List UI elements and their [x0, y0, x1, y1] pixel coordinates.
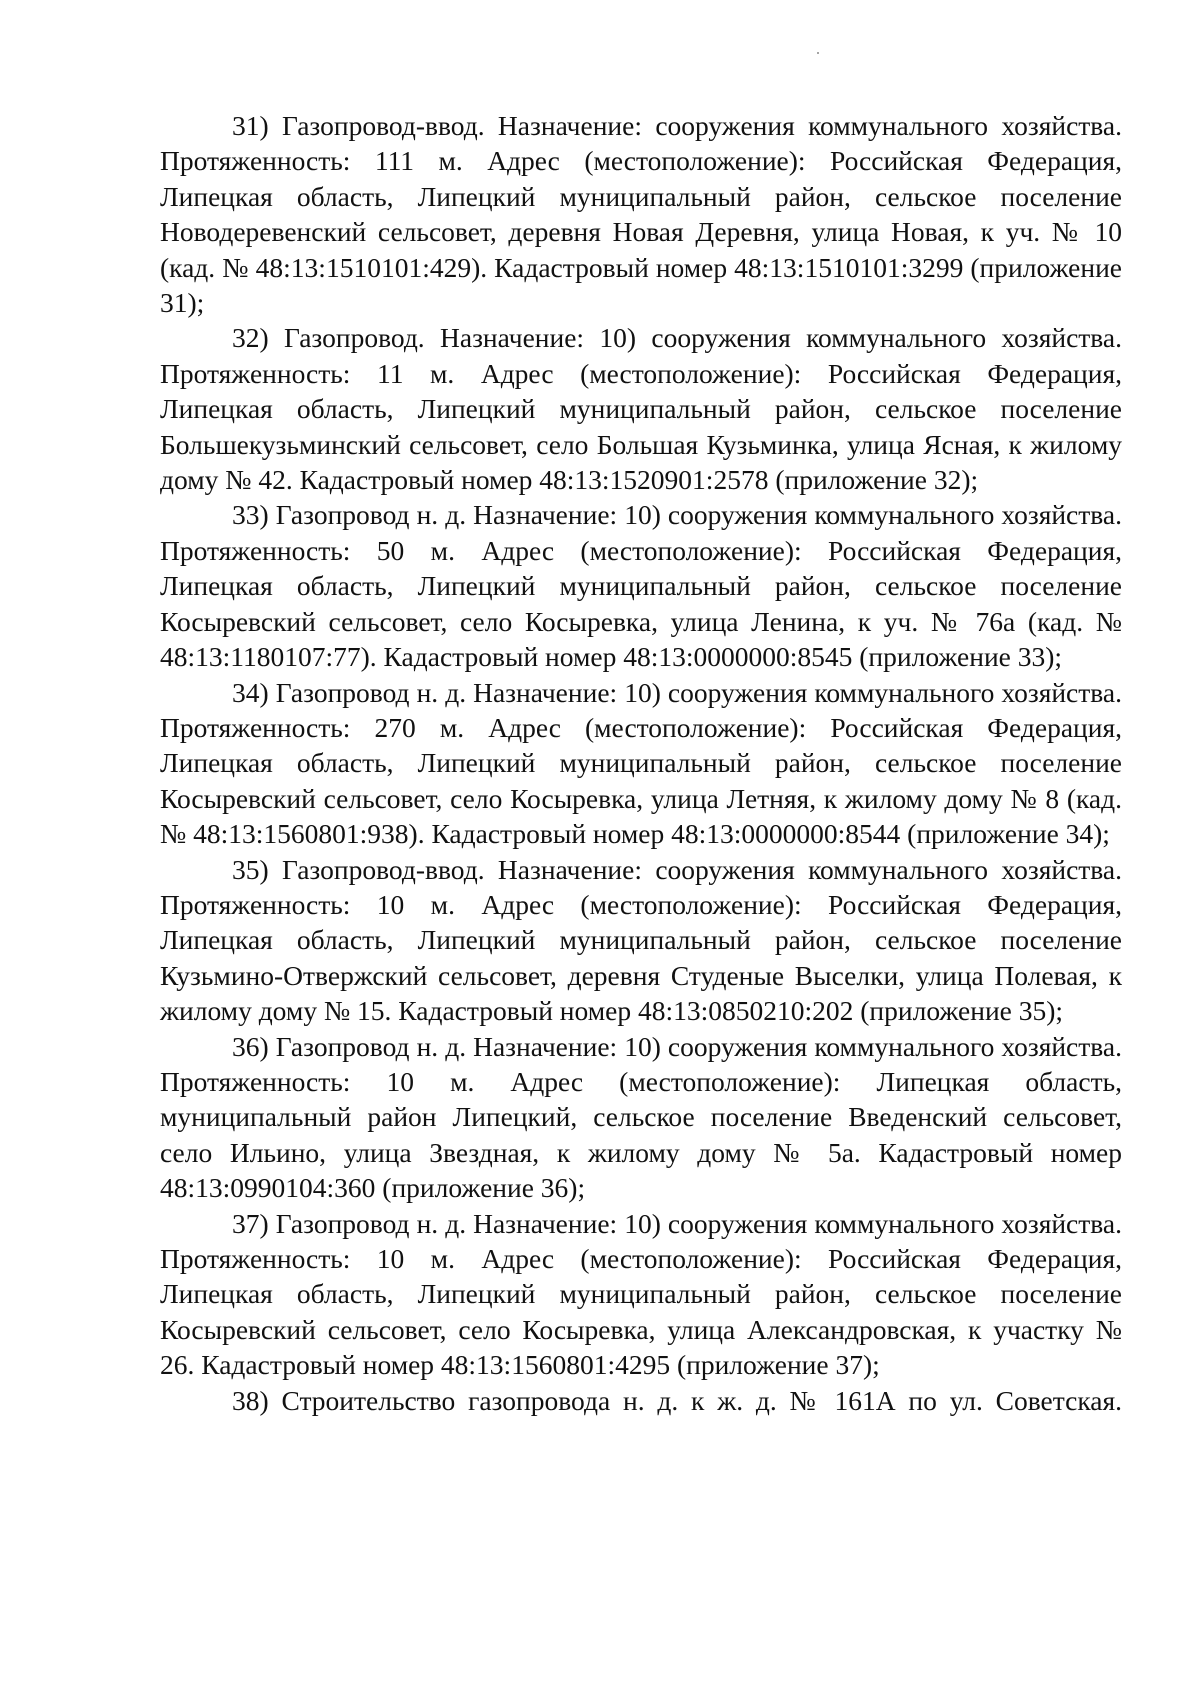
list-item-33: 33) Газопровод н. д. Назначение: 10) сооружения коммунального хозяйства. Протяженность: 50 м. Адрес (местоположение): Российская Федерация, Липецкая область, Липецкий муниципальный район, сельское поселение Косыревский сельсовет, село Косыревка, улица Ленина, к уч. № 76а (кад. № 48:13:1180107:77). Кадастровый номер 48:13:0000000:8545 (приложение 33); — [160, 499, 1122, 673]
list-item-37: 37) Газопровод н. д. Назначение: 10) сооружения коммунального хозяйства. Протяженность: 10 м. Адрес (местоположение): Российская Федерация, Липецкая область, Липецкий муниципальный район, сельское поселение Косыревский сельсовет, село Косыревка, улица Александровская, к участку № 26. Кадастровый номер 48:13:1560801:4295 (приложение 37); — [160, 1207, 1122, 1381]
list-item-34: 34) Газопровод н. д. Назначение: 10) сооружения коммунального хозяйства. Протяженность: 270 м. Адрес (местоположение): Российская Федерация, Липецкая область, Липецкий муниципальный район, сельское поселение Косыревский сельсовет, село Косыревка, улица Летняя, к жилому дому № 8 (кад. № 48:13:1560801:938). Кадастровый номер 48:13:0000000:8544 (приложение 34); — [160, 676, 1122, 850]
list-item-35: 35) Газопровод-ввод. Назначение: сооружения коммунального хозяйства. Протяженность: 10 м. Адрес (местоположение): Российская Федерация, Липецкая область, Липецкий муниципальный район, сельское поселение Кузьмино-Отвержский сельсовет, деревня Студеные Выселки, улица Полевая, к жилому дому № 15. Кадастровый номер 48:13:0850210:202 (приложение 35); — [160, 853, 1122, 1027]
document-body — [160, 108, 1122, 1418]
list-item-32: 32) Газопровод. Назначение: 10) сооружения коммунального хозяйства. Протяженность: 11 м. Адрес (местоположение): Российская Федерация, Липецкая область, Липецкий муниципальный район, сельское поселение Большекузьминский сельсовет, село Большая Кузьминка, улица Ясная, к жилому дому № 42. Кадастровый номер 48:13:1520901:2578 (приложение 32); — [160, 322, 1122, 496]
scan-speck — [817, 52, 819, 54]
list-item-31: 31) Газопровод-ввод. Назначение: сооружения коммунального хозяйства. Протяженность: 111 м. Адрес (местоположение): Российская Федерация, Липецкая область, Липецкий муниципальный район, сельское поселение Новодеревенский сельсовет, деревня Новая Деревня, улица Новая, к уч. № 10 (кад. № 48:13:1510101:429). Кадастровый номер 48:13:1510101:3299 (приложение 31); — [160, 110, 1122, 319]
list-item-38: 38) Строительство газопровода н. д. к ж. д. № 161А по ул. Советская. — [232, 1384, 1122, 1416]
list-item-36: 36) Газопровод н. д. Назначение: 10) сооружения коммунального хозяйства. Протяженность: 10 м. Адрес (местоположение): Липецкая область, муниципальный район Липецкий, сельское поселение Введенский сельсовет, село Ильино, улица Звездная, к жилому дому № 5а. Кадастровый номер 48:13:0990104:360 (приложение 36); — [160, 1030, 1122, 1204]
